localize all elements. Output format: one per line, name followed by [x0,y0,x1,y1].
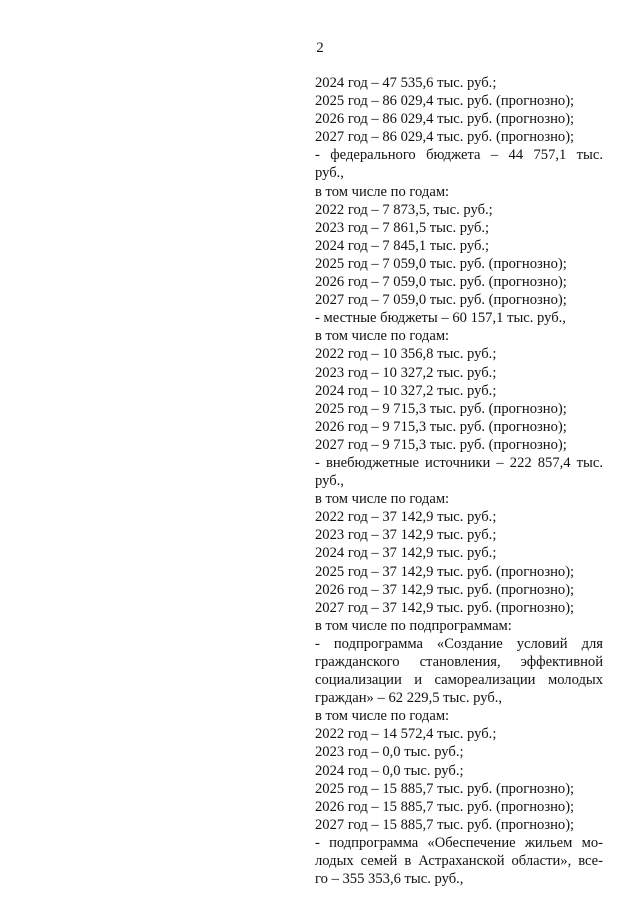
page-number: 2 [316,40,324,56]
text-line: 2023 год – 0,0 тыс. руб.; [315,744,464,761]
text-line: в том числе по годам: [315,328,450,345]
text-line: 2025 год – 15 885,7 тыс. руб. (прогнозно); [315,780,575,797]
text-line: 2024 год – 10 327,2 тыс. руб.; [315,382,497,399]
text-line: 2026 год – 37 142,9 тыс. руб. (прогнозно); [315,581,575,598]
text-line: 2025 год – 9 715,3 тыс. руб. (прогнозно); [315,400,567,417]
text-line: в том числе по подпрограммам: [315,617,512,634]
text-line: 2024 год – 47 535,6 тыс. руб.; [315,75,497,91]
text-line: 2027 год – 7 059,0 тыс. руб. (прогнозно); [315,292,567,309]
text-line: 2022 год – 37 142,9 тыс. руб.; [315,509,497,526]
text-line: 2022 год – 7 873,5, тыс. руб.; [315,201,493,218]
text-line: 2024 год – 37 142,9 тыс. руб.; [315,545,497,562]
text-line: граждан» – 62 229,5 тыс. руб., [315,690,503,707]
text-line: 2022 год – 10 356,8 тыс. руб.; [315,346,497,363]
text-line: - местные бюджеты – 60 157,1 тыс. руб., [315,310,566,327]
text-line: 2026 год – 15 885,7 тыс. руб. (прогнозно); [315,798,575,815]
text-line: 2026 год – 9 715,3 тыс. руб. (прогнозно); [315,418,567,435]
text-line: 2026 год – 7 059,0 тыс. руб. (прогнозно); [315,274,567,291]
text-line: лодых семей в Астраханской области», все- [315,853,603,870]
text-line: го – 355 353,6 тыс. руб., [315,871,464,888]
text-line: - федерального бюджета – 44 757,1 тыс. [315,147,603,164]
text-line: в том числе по годам: [315,708,450,725]
text-line: 2026 год – 86 029,4 тыс. руб. (прогнозно); [315,111,575,128]
text-line: в том числе по годам: [315,183,450,200]
text-line: 2024 год – 7 845,1 тыс. руб.; [315,237,490,254]
text-line: - подпрограмма «Обеспечение жильем мо- [315,834,603,851]
text-line: - внебюджетные источники – 222 857,4 тыс. [315,454,603,471]
text-line: социализации и самореализации молодых [315,672,603,689]
text-line: 2027 год – 15 885,7 тыс. руб. (прогнозно); [315,816,575,833]
text-line: руб., [315,473,344,490]
text-line: гражданского становления, эффективной [315,654,603,670]
document-body [315,74,603,888]
text-line: руб., [315,165,344,182]
text-line: - подпрограмма «Создание условий для [315,635,603,652]
text-line: в том числе по годам: [315,491,450,508]
text-line: 2022 год – 14 572,4 тыс. руб.; [315,726,497,743]
text-line: 2027 год – 37 142,9 тыс. руб. (прогнозно); [315,599,575,616]
text-line: 2025 год – 7 059,0 тыс. руб. (прогнозно); [315,255,567,272]
text-line: 2023 год – 10 327,2 тыс. руб.; [315,364,497,381]
text-line: 2023 год – 37 142,9 тыс. руб.; [315,527,497,544]
text-line: 2027 год – 9 715,3 тыс. руб. (прогнозно); [315,436,567,453]
text-line: 2024 год – 0,0 тыс. руб.; [315,762,464,779]
text-line: 2025 год – 37 142,9 тыс. руб. (прогнозно); [315,563,575,580]
text-line: 2025 год – 86 029,4 тыс. руб. (прогнозно); [315,93,575,110]
text-line: 2023 год – 7 861,5 тыс. руб.; [315,219,490,236]
text-line: 2027 год – 86 029,4 тыс. руб. (прогнозно); [315,129,575,146]
